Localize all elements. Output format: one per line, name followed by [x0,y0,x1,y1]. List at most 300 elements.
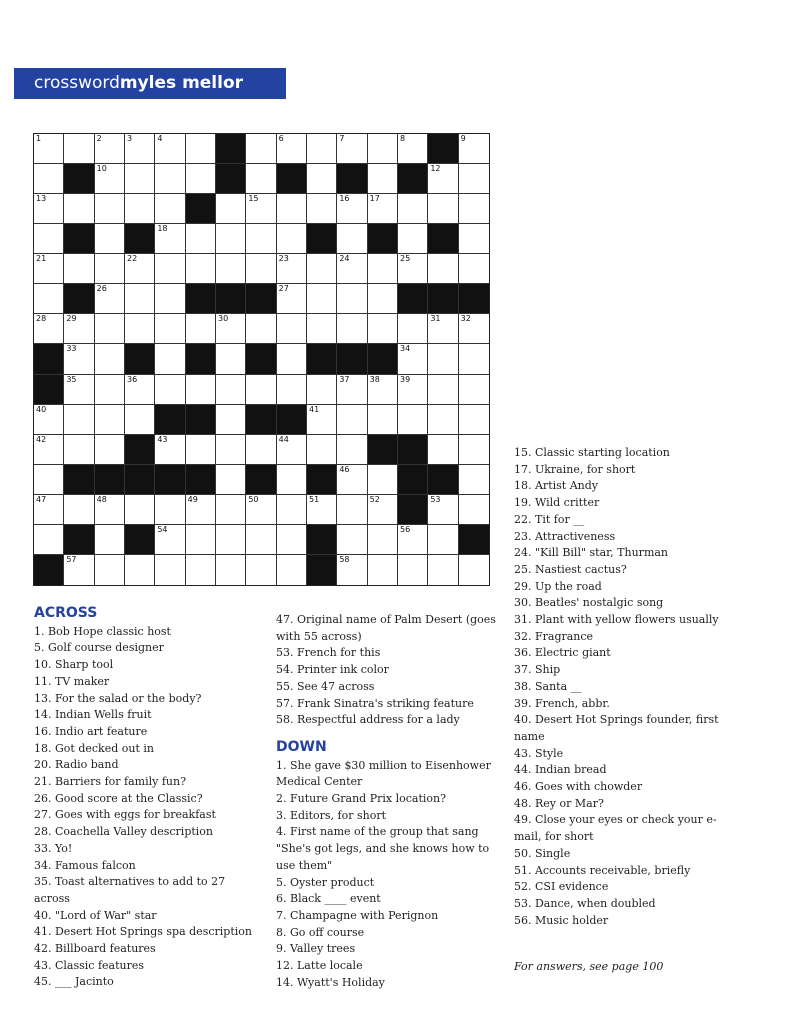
down-clue: 37. Ship [514,663,561,677]
clue-number: 41 [309,404,320,414]
across-clue: 10. Sharp tool [34,658,114,672]
clue-column-3 [514,445,736,929]
grid-cell [186,134,216,164]
grid-cell [64,435,94,465]
grid-cell [95,194,125,224]
clue-number: 25 [400,254,411,264]
grid-cell [398,254,428,284]
clue-number: 32 [460,314,471,324]
grid-cell [216,254,246,284]
grid-cell [428,555,458,585]
clue-number: 13 [36,194,47,204]
grid-cell [277,344,307,374]
across-clue: 43. Classic features [34,958,145,972]
grid-cell [155,284,185,314]
clue-number: 10 [96,164,107,174]
black-square [459,284,489,314]
down-clue: 44. Indian bread [514,763,607,777]
grid-cell [246,314,276,344]
black-square [398,495,428,525]
grid-cell [337,495,367,525]
black-square [459,525,489,555]
grid-cell [216,194,246,224]
across-clue: 53. French for this [276,646,381,660]
grid-cell [64,314,94,344]
clue-number: 29 [66,314,77,324]
down-clue: 12. Latte locale [276,959,363,973]
grid-cell [428,375,458,405]
across-clue: 40. "Lord of War" star [34,908,157,922]
grid-cell [34,465,64,495]
grid-cell [155,555,185,585]
grid-cell [277,134,307,164]
grid-cell [398,555,428,585]
black-square [125,224,155,254]
grid-cell [246,525,276,555]
down-clue: 2. Future Grand Prix location? [276,792,446,806]
grid-cell [277,314,307,344]
grid-cell [246,164,276,194]
clue-number: 18 [157,224,168,234]
across-clue: 18. Got decked out in [34,741,154,755]
grid-cell [337,254,367,284]
black-square [398,465,428,495]
grid-cell [155,495,185,525]
grid-cell [277,465,307,495]
answers-note: For answers, see page 100 [514,960,664,973]
grid-cell [368,465,398,495]
black-square [125,344,155,374]
grid-cell [216,555,246,585]
clue-number: 36 [127,374,138,384]
grid-cell [125,495,155,525]
grid-cell [64,254,94,284]
clue-number: 8 [400,134,406,143]
grid-cell [307,284,337,314]
clue-number: 48 [96,494,107,504]
grid-cell [277,284,307,314]
grid-cell [216,495,246,525]
grid-cell [95,495,125,525]
across-clue: 58. Respectful address for a lady [276,713,460,727]
grid-cell [95,284,125,314]
down-clue: 49. Close your eyes or check your e-mail, for short [514,813,717,844]
clue-number: 26 [96,284,107,294]
black-square [125,525,155,555]
black-square [368,435,398,465]
down-clue: 52. CSI evidence [514,880,609,894]
down-clue: 14. Wyatt's Holiday [276,975,385,989]
clue-number: 57 [66,554,77,564]
clue-number: 42 [36,434,47,444]
clue-number: 33 [66,344,77,354]
grid-cell [337,465,367,495]
grid-cell [246,254,276,284]
grid-cell [186,495,216,525]
grid-cell [155,314,185,344]
down-clue: 24. "Kill Bill" star, Thurman [514,546,669,560]
down-clue: 17. Ukraine, for short [514,462,636,476]
grid-cell [64,405,94,435]
grid-cell [337,405,367,435]
grid-cell [307,194,337,224]
grid-cell [337,224,367,254]
black-square [34,375,64,405]
clue-number: 7 [339,134,345,143]
grid-cell [246,375,276,405]
grid-cell [186,314,216,344]
grid-cell [368,284,398,314]
clue-number: 46 [339,464,350,474]
grid-cell [459,405,489,435]
across-clue-list-continued [276,612,498,729]
grid-cell [246,194,276,224]
across-clue: 54. Printer ink color [276,663,389,677]
grid-cell [95,164,125,194]
down-clue: 43. Style [514,746,564,760]
black-square [307,344,337,374]
clue-number: 50 [248,494,259,504]
grid-cell [34,435,64,465]
grid-cell [337,375,367,405]
clue-number: 15 [248,194,259,204]
grid-cell [337,435,367,465]
grid-cell [398,375,428,405]
clue-number: 27 [278,284,289,294]
grid-cell [337,525,367,555]
grid-cell [307,435,337,465]
down-clue: 51. Accounts receivable, briefly [514,863,691,877]
down-clue: 18. Artist Andy [514,479,598,493]
grid-cell [34,525,64,555]
grid-cell [155,375,185,405]
black-square [368,224,398,254]
grid-cell [337,314,367,344]
grid-cell [368,194,398,224]
grid-cell [155,194,185,224]
clue-number: 38 [369,374,380,384]
clue-number: 28 [36,314,47,324]
clue-number: 30 [218,314,229,324]
across-clue: 21. Barriers for family fun? [34,775,186,789]
clue-number: 37 [339,374,350,384]
grid-cell [277,525,307,555]
black-square [368,344,398,374]
grid-cell [337,555,367,585]
grid-cell [125,284,155,314]
grid-cell [428,525,458,555]
clue-number: 3 [127,134,133,143]
across-clue: 34. Famous falcon [34,858,136,872]
black-square [186,284,216,314]
grid-cell [34,134,64,164]
across-clue: 1. Bob Hope classic host [34,624,171,638]
clue-number: 31 [430,314,441,324]
down-clue: 7. Champagne with Perignon [276,908,439,922]
black-square [186,194,216,224]
grid-cell [459,344,489,374]
grid-cell [368,254,398,284]
grid-cell [155,525,185,555]
grid-cell [368,375,398,405]
black-square [64,284,94,314]
clue-number: 56 [400,524,411,534]
section-banner [14,68,286,99]
down-clue-list-continued [514,445,736,929]
grid-cell [277,194,307,224]
black-square [34,555,64,585]
down-clue: 4. First name of the group that sang "She's got legs, and she knows how to use them" [276,825,490,872]
down-clue: 9. Valley trees [276,942,356,956]
banner-author: myles mellor [119,73,244,93]
grid-cell [398,525,428,555]
grid-cell [368,405,398,435]
black-square [277,405,307,435]
grid-cell [428,164,458,194]
black-square [186,465,216,495]
grid-cell [398,194,428,224]
across-clue: 55. See 47 across [276,679,375,693]
down-clue: 19. Wild critter [514,496,600,510]
down-clue-list [276,758,498,992]
grid-cell [459,314,489,344]
grid-cell [216,525,246,555]
down-clue: 53. Dance, when doubled [514,896,656,910]
grid-cell [337,194,367,224]
down-clue: 29. Up the road [514,579,602,593]
black-square [186,344,216,374]
grid-cell [216,405,246,435]
black-square [428,465,458,495]
down-clue: 40. Desert Hot Springs founder, first name [514,713,719,743]
grid-cell [186,375,216,405]
grid-cell [459,254,489,284]
grid-cell [337,134,367,164]
grid-cell [307,134,337,164]
down-heading: DOWN [276,738,327,755]
grid-cell [155,344,185,374]
across-clue: 28. Coachella Valley description [34,825,214,839]
across-heading: ACROSS [34,605,98,621]
grid-cell [64,194,94,224]
black-square [216,164,246,194]
grid-cell [307,375,337,405]
grid-cell [34,164,64,194]
down-clue: 23. Attractiveness [514,529,616,543]
grid-cell [459,224,489,254]
grid-cell [368,525,398,555]
grid-cell [34,495,64,525]
grid-cell [459,555,489,585]
clue-number: 54 [157,524,168,534]
grid-cell [277,375,307,405]
grid-cell [459,194,489,224]
grid-cell [216,435,246,465]
grid-cell [155,254,185,284]
grid-cell [34,224,64,254]
grid-cell [307,164,337,194]
grid-cell [95,134,125,164]
grid-cell [186,164,216,194]
grid-cell [216,344,246,374]
grid-cell [337,284,367,314]
black-square [398,284,428,314]
down-clue: 3. Editors, for short [276,808,386,822]
black-square [64,224,94,254]
clue-number: 52 [369,494,380,504]
across-clue: 26. Good score at the Classic? [34,791,203,805]
grid-cell [34,194,64,224]
across-clue: 27. Goes with eggs for breakfast [34,808,216,822]
black-square [216,284,246,314]
black-square [428,134,458,164]
grid-cell [95,254,125,284]
grid-cell [277,254,307,284]
grid-cell [64,344,94,374]
crossword-grid [33,133,490,586]
grid-cell [277,435,307,465]
across-clue: 42. Billboard features [34,942,156,956]
down-clue: 25. Nastiest cactus? [514,562,627,576]
black-square [64,525,94,555]
across-clue: 45. ___ Jacinto [34,975,114,989]
grid-cell [216,314,246,344]
clue-number: 44 [278,434,289,444]
black-square [307,555,337,585]
grid-cell [307,405,337,435]
black-square [186,405,216,435]
across-clue: 47. Original name of Palm Desert (goes with 55 across) [276,613,496,643]
grid-cell [368,164,398,194]
black-square [246,465,276,495]
clue-number: 22 [127,254,138,264]
grid-cell [125,375,155,405]
grid-cell [64,134,94,164]
grid-cell [398,314,428,344]
grid-cell [186,254,216,284]
grid-cell [186,555,216,585]
clue-number: 16 [339,194,350,204]
black-square [428,284,458,314]
black-square [246,344,276,374]
grid-cell [277,224,307,254]
grid-cell [398,134,428,164]
grid-cell [64,555,94,585]
clue-number: 49 [187,494,198,504]
grid-cell [368,314,398,344]
grid-cell [246,555,276,585]
black-square [337,164,367,194]
black-square [398,164,428,194]
grid-cell [64,495,94,525]
grid-cell [459,134,489,164]
clue-number: 43 [157,434,168,444]
clue-number: 4 [157,134,163,143]
grid-cell [95,375,125,405]
grid-cell [95,314,125,344]
clue-number: 35 [66,374,77,384]
clue-number: 12 [430,164,441,174]
grid-cell [246,134,276,164]
clue-number: 34 [400,344,411,354]
clue-number: 23 [278,254,289,264]
grid-cell [246,224,276,254]
grid-cell [155,134,185,164]
grid-cell [64,375,94,405]
grid-cell [95,405,125,435]
across-clue: 35. Toast alternatives to add to 27 across [34,875,226,905]
across-clue: 41. Desert Hot Springs spa description [34,925,252,939]
grid-cell [125,405,155,435]
black-square [307,224,337,254]
down-clue: 38. Santa __ [514,679,582,693]
down-clue: 1. She gave $30 million to Eisenhower Medical Center [276,758,491,789]
grid-cell [459,375,489,405]
clue-number: 53 [430,494,441,504]
black-square [246,284,276,314]
grid-cell [34,314,64,344]
grid-cell [398,344,428,374]
across-clue: 14. Indian Wells fruit [34,708,152,722]
grid-cell [307,314,337,344]
black-square [64,465,94,495]
black-square [125,435,155,465]
grid-cell [428,344,458,374]
grid-cell [428,194,458,224]
grid-cell [428,254,458,284]
black-square [428,224,458,254]
grid-cell [34,284,64,314]
banner-crossword: crossword [34,73,120,93]
grid-cell [34,254,64,284]
down-clue: 48. Rey or Mar? [514,796,604,810]
grid-cell [246,495,276,525]
black-square [34,344,64,374]
down-clue: 6. Black ____ event [276,892,381,906]
clue-number: 9 [460,134,466,143]
across-clue: 13. For the salad or the body? [34,691,202,705]
grid-cell [307,495,337,525]
across-clue: 57. Frank Sinatra's striking feature [276,696,474,710]
black-square [155,465,185,495]
grid-cell [186,435,216,465]
grid-cell [216,224,246,254]
grid-cell [368,555,398,585]
grid-cell [125,194,155,224]
clue-number: 47 [36,494,47,504]
down-clue: 56. Music holder [514,913,609,927]
black-square [307,465,337,495]
grid-cell [398,224,428,254]
clue-number: 21 [36,254,47,264]
clue-number: 51 [309,494,320,504]
black-square [125,465,155,495]
grid-cell [459,435,489,465]
grid-cell [459,495,489,525]
across-clue: 20. Radio band [34,758,119,772]
grid-cell [95,555,125,585]
grid-cell [125,555,155,585]
clue-number: 39 [400,374,411,384]
down-clue: 31. Plant with yellow flowers usually [514,613,719,627]
black-square [216,134,246,164]
grid-cell [125,254,155,284]
grid-cell [95,224,125,254]
grid-cell [307,254,337,284]
down-clue: 50. Single [514,846,571,860]
black-square [246,405,276,435]
clue-column-2 [276,612,498,991]
